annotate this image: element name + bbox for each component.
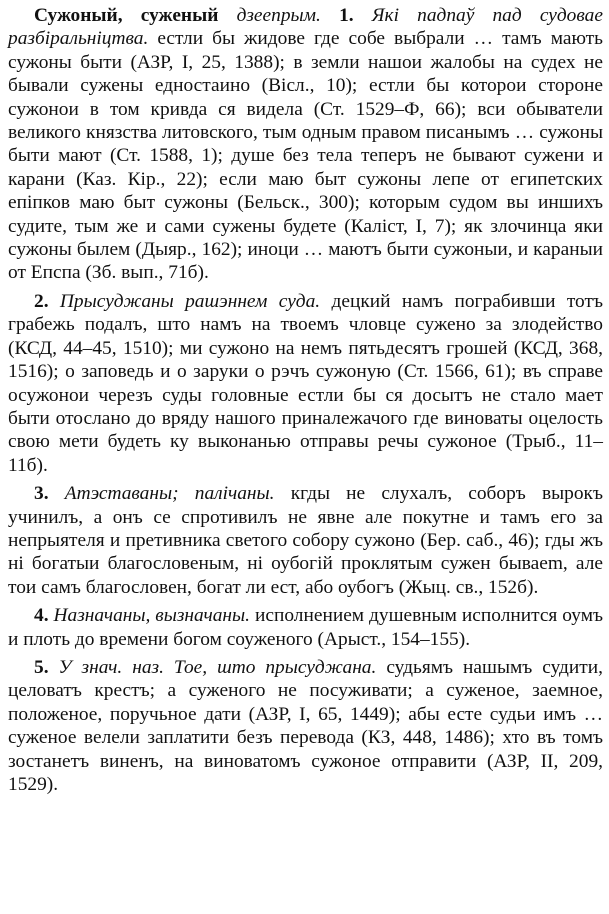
sense-number: 4.: [34, 605, 49, 627]
sense-3: [8, 482, 603, 599]
sense-1: [8, 4, 603, 285]
sense-quotes: естли бы жидове где собе выбрали … тамъ мають сужоны быти (АЗР, I, 25, 1388); в земли нашои жалобы на судех не бывали сужены едностаино (Віcл., 10); естли бы которои стороне сужонои в том кривда ся видела (Ст. 1529–Ф, 66); вси обыватели великого князства литовского, тым одным правом писанымъ … сужоны быти мают (Ст. 1588, 1); душе без тела теперъ не бывают сужени и карани (Каз. Кір., 22); если маю быт сужоны лепе от египетских епіпков маю быт сужоны (Бельск., 300); которым судом вы иншихъ судите, тым же и сами сужены будете (Каліст, I, 7); як злочинца яки сужоны былем (Дыяр., 162); иноци … маютъ быти сужоныи, и караныи от Епспа (Зб. вып., 71б).: [8, 28, 603, 284]
sense-definition: Прысуджаны рашэннем суда.: [59, 290, 321, 312]
sense-4: [8, 604, 603, 651]
sense-definition: У знач. наз. Тое, што прысуджана.: [58, 656, 377, 678]
sense-quotes: исполнением душевным исполнится оумъ и плоть до времени богом соуженого (Арыст., 154–155).: [8, 605, 603, 650]
sense-definition: Назначаны, вызначаны.: [53, 605, 251, 627]
sense-quotes: судьямъ нашымъ судити, целоватъ крестъ; а суженого не посуживати; а суженое, заемное, положеное, поручьное дати (АЗР, I, 65, 1449); абы есте судьи имъ … суженое велели заплатити безъ перевода (КЗ, 448, 1486); хто въ томъ зостанетъ виненъ, на виноватомъ сужоное отправити (АЗР, II, 209, 1529).: [8, 656, 603, 795]
grammar-label: дзеeпрым.: [236, 5, 321, 26]
sense-quotes: децкий намъ пограбивши тотъ грабежь подалъ, што намъ на твоемъ чловце сужено за злодейство (КСД, 44–45, 1510); ми сужоно на немъ пятьдесятъ грошей (КСД, 368, 1516); о заповедь и о заруки о рэчъ сужоную (Ст. 1566, 61); въ справе осужонои черезъ суды головные естли бы ся досытъ не стало мает быти отослано до вряду нашого приналежачого где виноваты оцелость свою мети будеть ку выконанью отправы речы сужоное (Трыб., 11–11б).: [8, 290, 603, 476]
sense-quotes: кгды не слухалъ, соборъ вырокъ учинилъ, а онъ се спротивилъ не явне але покутне и тамъ его за непрыятеля и претивника светого собору сужоно (Бер. саб., 46); гды жъ ні богатыи благословеным, ні оубогій проклятым сужен бываеm, але тои самъ благословен, богат ли ест, або оубогъ (Жыц. св., 152б).: [8, 483, 604, 598]
sense-number: 5.: [34, 656, 49, 678]
sense-5: [8, 656, 603, 796]
sense-definition: Атэставаны; палічаны.: [64, 483, 275, 505]
sense-definition: Які падпаў пад судовае разбіральніцтва.: [8, 5, 603, 50]
sense-number: 1.: [339, 5, 354, 26]
sense-number: 3.: [34, 483, 49, 505]
sense-2: [8, 290, 603, 477]
headword: Сужоный, суженый: [34, 5, 219, 26]
sense-number: 2.: [34, 290, 49, 312]
